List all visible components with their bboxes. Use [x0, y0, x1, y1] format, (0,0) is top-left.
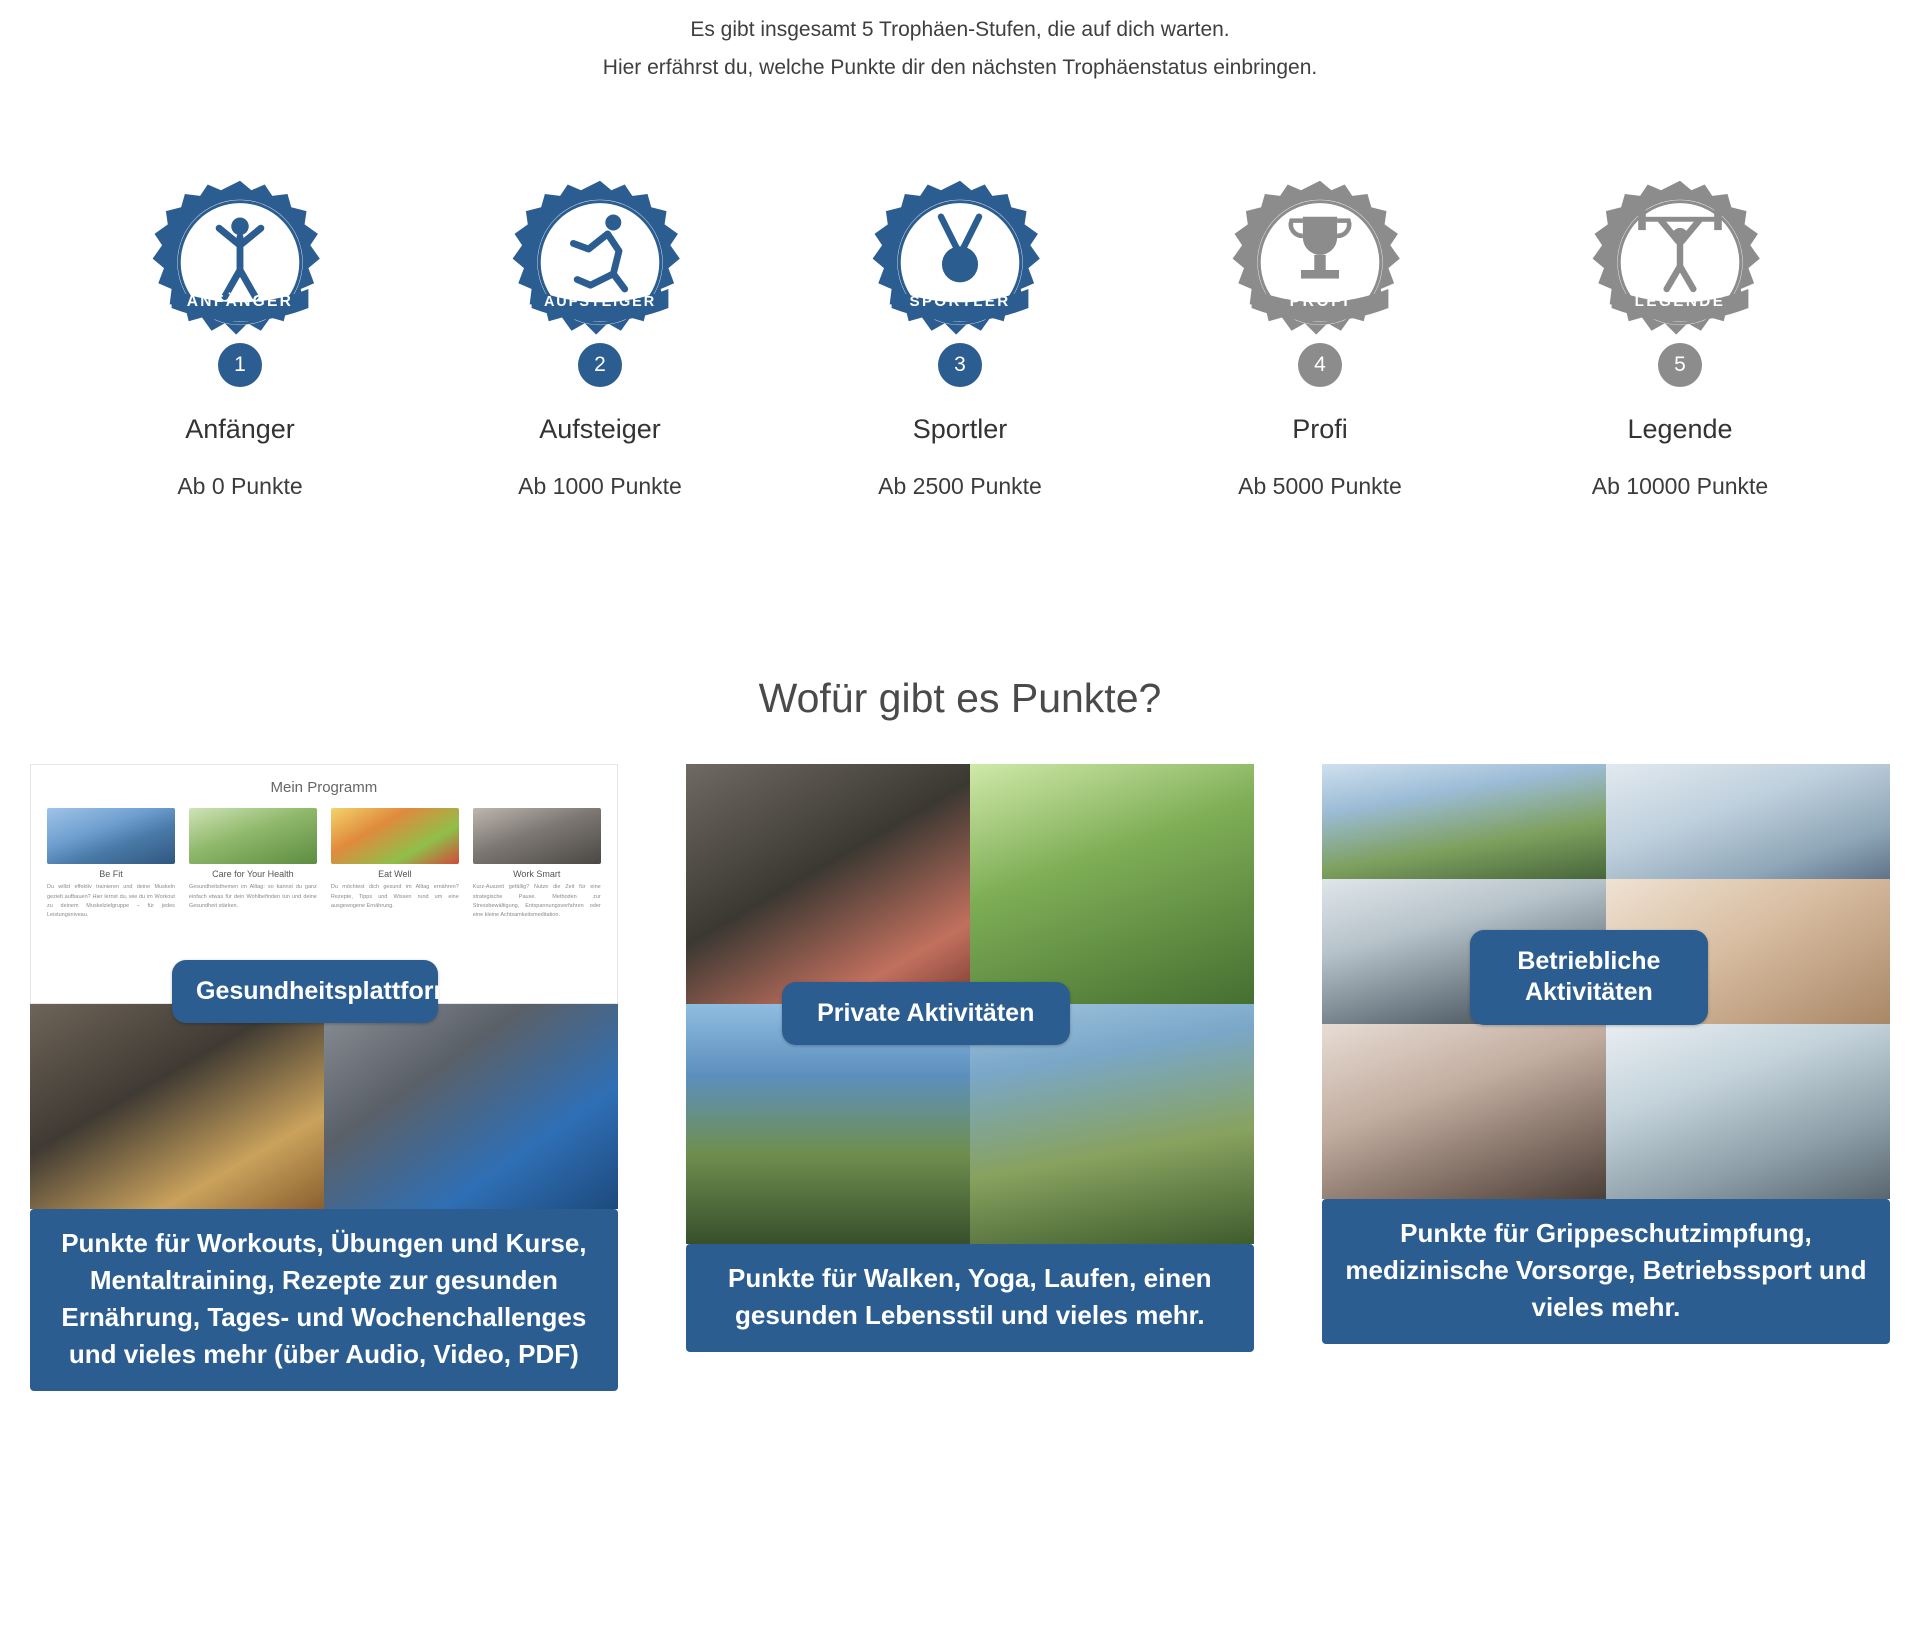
weightlifter-icon: [1585, 175, 1775, 365]
photo-yoga-outdoor: [189, 808, 317, 864]
mini-caption: Eat Well: [378, 869, 412, 880]
badge-label-sportler: SPORTLER: [909, 293, 1011, 311]
photo-plank-exercise: [324, 1004, 618, 1209]
rank-number-1: 1: [218, 343, 262, 387]
category-card-gesundheitsplattform[interactable]: [30, 764, 618, 1391]
trophy-cup-icon: [1225, 175, 1415, 365]
trophy-level-sportler[interactable]: [815, 175, 1105, 500]
rank-number-3: 3: [938, 343, 982, 387]
photo-yoga-group-women: [1322, 1024, 1606, 1199]
photo-group-exercise-seniors: [1606, 764, 1890, 879]
card-caption-private-aktivitaeten: Punkte für Walken, Yoga, Laufen, einen gesunden Lebensstil und vieles mehr.: [686, 1244, 1254, 1352]
trophy-level-aufsteiger[interactable]: [455, 175, 745, 500]
mini-text: Gesundheitsthemen im Alltag: so kannst du ganz einfach etwas für dein Wohlbefinden tun und deine Gesundheit stärken.: [188, 884, 317, 910]
trophy-name-5: Legende: [1627, 414, 1733, 444]
badge-sportler: [865, 175, 1055, 365]
photo-flatbread-pizza: [30, 1004, 324, 1209]
person-arms-up-icon: [145, 175, 335, 365]
badge-aufsteiger: [505, 175, 695, 365]
mini-caption: Work Smart: [513, 869, 561, 880]
card-caption-betriebliche-aktivitaeten: Punkte für Grippeschutzimpfung, medizinische Vorsorge, Betriebssport und vieles mehr.: [1322, 1199, 1890, 1344]
collage-bottom: [30, 1004, 618, 1209]
photo-stretching: [47, 808, 175, 864]
card-pill-label-private-aktivitaeten: Private Aktivitäten: [782, 982, 1070, 1045]
intro-line-1: Es gibt insgesamt 5 Trophäen-Stufen, die auf dich warten.: [690, 18, 1230, 41]
collage-title: Mein Programm: [270, 779, 378, 796]
mini-caption: Be Fit: [99, 869, 123, 880]
trophy-name-1: Anfänger: [185, 414, 295, 444]
badge-label-aufsteiger: AUFSTEIGER: [543, 294, 657, 311]
card-pill-label-betriebliche-aktivitaeten: Betriebliche Aktivitäten: [1470, 930, 1708, 1025]
photo-pushup-dumbbells: [686, 764, 970, 1004]
intro-text-block: [0, 0, 1920, 83]
intro-line-2: Hier erfährst du, welche Punkte dir den nächsten Trophäenstatus einbringen.: [602, 55, 1318, 79]
photo-gym-equipment: [473, 808, 601, 864]
trophy-name-2: Aufsteiger: [539, 414, 661, 444]
trophy-name-4: Profi: [1292, 414, 1348, 444]
trophy-points-2: Ab 1000 Punkte: [518, 473, 682, 499]
card-caption-gesundheitsplattform: Punkte für Workouts, Übungen und Kurse, Mentaltraining, Rezepte zur gesunden Ernährung, Tages- und Wochenchallenges und vieles mehr (über Audio, Video, PDF): [30, 1209, 618, 1391]
mini-text: Du möchtest dich gesund im Alltag ernähren? Rezepte, Tipps und Wissen rund um eine ausgewogene Ernährung.: [330, 884, 459, 910]
category-card-betriebliche-aktivitaeten[interactable]: [1322, 764, 1890, 1344]
rank-number-2: 2: [578, 343, 622, 387]
trophy-level-legende[interactable]: [1535, 175, 1825, 500]
points-categories: [0, 764, 1920, 1391]
mini-tile: [472, 808, 601, 919]
photo-vegetables: [331, 808, 459, 864]
rank-number-5: 5: [1658, 343, 1702, 387]
mini-caption: Care for Your Health: [212, 869, 294, 880]
mini-tile: [330, 808, 459, 910]
trophy-points-1: Ab 0 Punkte: [177, 473, 303, 499]
trophy-level-anfaenger[interactable]: [95, 175, 385, 500]
medal-icon: [865, 175, 1055, 365]
badge-label-profi: PROFI: [1289, 293, 1351, 311]
card-pill-label-gesundheitsplattform: Gesundheitsplattform: [172, 960, 438, 1023]
rank-number-4: 4: [1298, 343, 1342, 387]
photo-nurse-with-senior: [1606, 1024, 1890, 1199]
photo-running-event-start: [1322, 764, 1606, 879]
trophy-points-5: Ab 10000 Punkte: [1591, 473, 1769, 499]
photo-woman-running-path: [970, 764, 1254, 1004]
runner-icon: [505, 175, 695, 365]
category-card-private-aktivitaeten[interactable]: [686, 764, 1254, 1352]
trophy-level-profi[interactable]: [1175, 175, 1465, 500]
trophy-points-4: Ab 5000 Punkte: [1238, 473, 1402, 499]
badge-legende: [1585, 175, 1775, 365]
trophy-points-3: Ab 2500 Punkte: [878, 473, 1042, 499]
trophy-name-3: Sportler: [912, 414, 1008, 444]
mini-tile: [47, 808, 175, 919]
mini-tile: [188, 808, 317, 910]
page-title: Wofür gibt es Punkte?: [758, 675, 1162, 721]
mini-text: Du willst effektiv trainieren und deine Muskeln gezielt aufbauen? Hier lernst du, wie du im Workout zu deinem Muskelzielgruppe – für jedes Leistungsniveau.: [47, 884, 175, 919]
badge-profi: [1225, 175, 1415, 365]
mini-text: Kurz-Auszeit gefällig? Nutze die Zeit für eine strategische Pause. Methoden zur Stressbewältigung, Entspannungsverfahren oder eine kleine Achtsamkeitsmeditation.: [472, 884, 601, 919]
badge-anfaenger: [145, 175, 335, 365]
badge-label-legende: LEGENDE: [1634, 293, 1726, 311]
trophy-levels-row: [0, 175, 1920, 500]
badge-label-anfaenger: ANFÄNGER: [186, 293, 294, 311]
